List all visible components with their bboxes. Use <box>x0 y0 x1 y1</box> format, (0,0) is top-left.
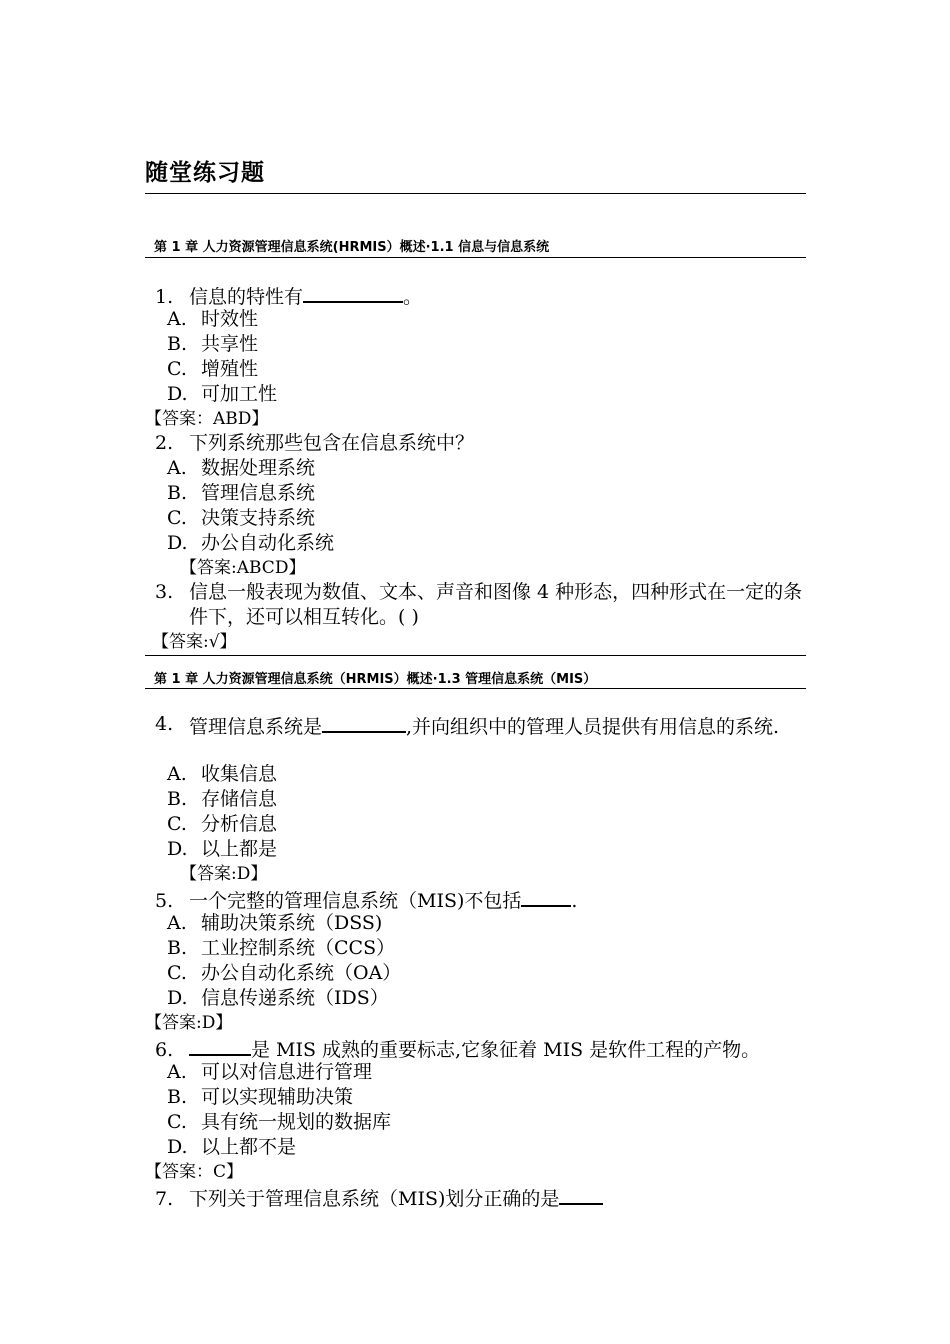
question-5 <box>155 886 577 914</box>
question-4 <box>155 712 805 740</box>
question-text-end: . <box>571 890 578 912</box>
answer-6: 【答案：C】 <box>145 1162 244 1182</box>
option-6a: A. 可以对信息进行管理 <box>167 1061 373 1083</box>
answer-blank <box>322 712 406 733</box>
title-divider <box>145 193 806 194</box>
section-heading-1: 第 1 章 人力资源管理信息系统(HRMIS）概述·1.1 信息与信息系统 <box>154 240 550 255</box>
option-4a: A. 收集信息 <box>167 763 278 785</box>
page-title: 随堂练习题 <box>145 160 265 186</box>
question-number: 5. <box>155 890 174 912</box>
question-3 <box>155 580 805 630</box>
option-6c: C. 具有统一规划的数据库 <box>167 1111 392 1133</box>
question-text: 管理信息系统是 ,并向组织中的管理人员提供有用信息的系统. <box>189 712 805 740</box>
answer-blank <box>521 886 571 907</box>
question-number: 6. <box>155 1039 174 1061</box>
option-5b: B. 工业控制系统（CCS） <box>167 937 396 959</box>
question-text: 是 MIS 成熟的重要标志,它象征着 MIS 是软件工程的产物。 <box>251 1039 761 1061</box>
option-4b: B. 存储信息 <box>167 788 278 810</box>
answer-blank <box>559 1184 603 1205</box>
option-6b: B. 可以实现辅助决策 <box>167 1086 354 1108</box>
question-text: 信息的特性有 <box>189 286 304 308</box>
option-6d: D. 以上都不是 <box>167 1136 297 1158</box>
answer-5: 【答案:D】 <box>145 1013 233 1033</box>
question-text: 下列关于管理信息系统（MIS)划分正确的是 <box>189 1188 560 1210</box>
option-1a: A. 时效性 <box>167 308 259 330</box>
question-number: 4. <box>155 713 174 735</box>
option-4c: C. 分析信息 <box>167 813 278 835</box>
answer-4: 【答案:D】 <box>180 864 268 884</box>
question-number: 1. <box>155 286 174 308</box>
question-7 <box>155 1184 603 1212</box>
option-1d: D. 可加工性 <box>167 383 278 405</box>
option-5c: C. 办公自动化系统（OA） <box>167 962 402 984</box>
option-2b: B. 管理信息系统 <box>167 482 316 504</box>
question-2 <box>155 431 474 456</box>
section-heading-2: 第 1 章 人力资源管理信息系统（HRMIS）概述·1.3 管理信息系统（MIS） <box>154 672 597 687</box>
option-4d: D. 以上都是 <box>167 838 278 860</box>
option-5d: D. 信息传递系统（IDS） <box>167 987 389 1009</box>
section-divider-1 <box>145 257 806 258</box>
question-number: 2. <box>155 432 174 454</box>
question-text: 下列系统那些包含在信息系统中？ <box>189 432 475 454</box>
section-divider-2 <box>145 688 806 689</box>
option-2c: C. 决策支持系统 <box>167 507 316 529</box>
answer-blank <box>303 282 403 303</box>
answer-blank <box>189 1035 251 1056</box>
question-6 <box>155 1035 760 1063</box>
option-1b: B. 共享性 <box>167 333 259 355</box>
question-text: 信息一般表现为数值、文本、声音和图像 4 种形态，四种形式在一定的条件下，还可以相互转化。( ) <box>189 581 803 628</box>
option-2a: A. 数据处理系统 <box>167 457 316 479</box>
option-5a: A. 辅助决策系统（DSS) <box>167 912 383 934</box>
answer-1: 【答案：ABD】 <box>145 409 269 429</box>
question-number: 7. <box>155 1188 174 1210</box>
option-1c: C. 增殖性 <box>167 358 259 380</box>
question-text-end: 。 <box>403 286 423 308</box>
question-1 <box>155 282 422 310</box>
section-divider-top-2 <box>145 655 806 656</box>
answer-3: 【答案:√】 <box>152 632 237 652</box>
option-2d: D. 办公自动化系统 <box>167 532 335 554</box>
question-text: 一个完整的管理信息系统（MIS)不包括 <box>189 890 522 912</box>
answer-2: 【答案:ABCD】 <box>180 558 306 578</box>
question-number: 3. <box>155 581 174 603</box>
